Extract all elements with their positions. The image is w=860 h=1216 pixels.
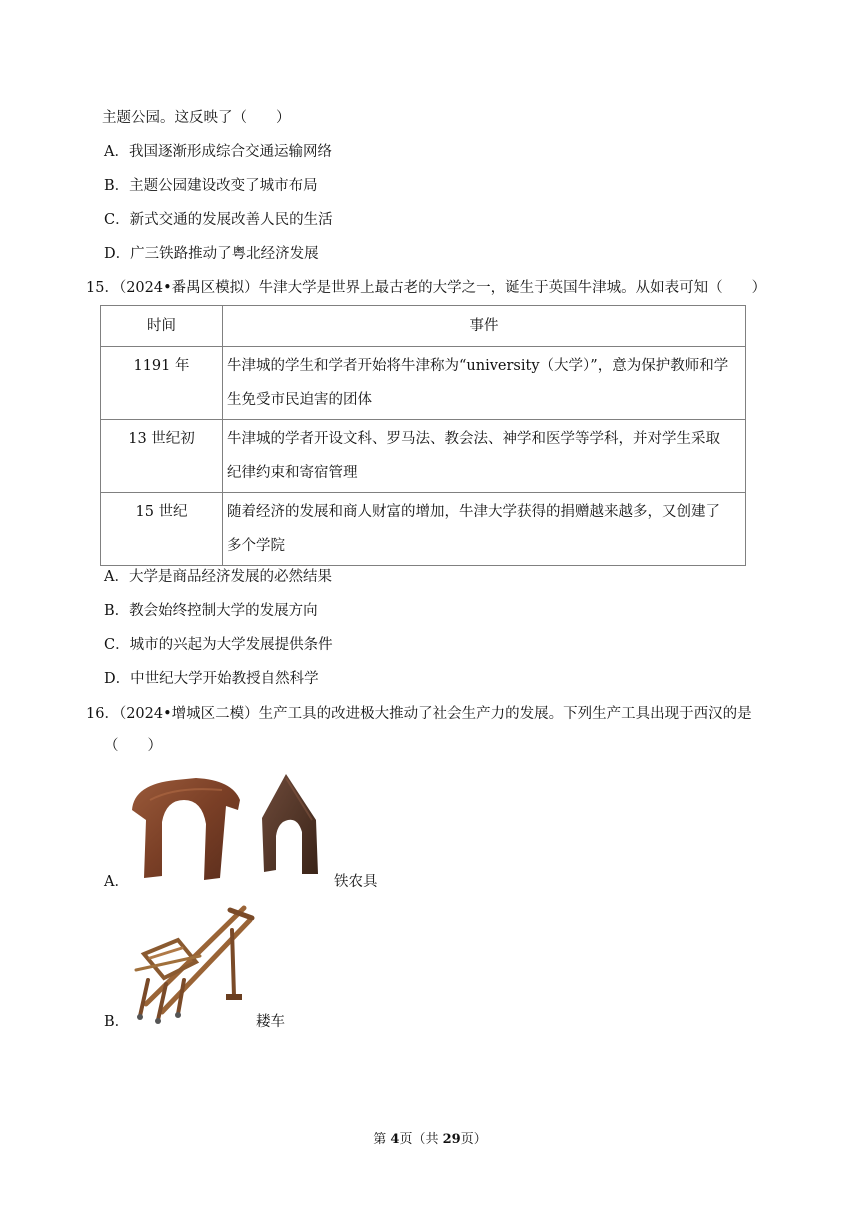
table-cell-time: 15 世纪 <box>101 493 223 566</box>
footer-prefix: 第 <box>373 1132 391 1147</box>
event-line: 牛津城的学者开设文科、罗马法、教会法、神学和医学等学科，并对学生采取 <box>227 431 720 447</box>
option-key: D． <box>104 671 131 687</box>
option-key: D． <box>104 246 131 262</box>
event-line: 随着经济的发展和商人财富的增加，牛津大学获得的捐赠越来越多，又创建了 <box>227 504 720 520</box>
footer-suffix: 页） <box>460 1132 487 1147</box>
option-text: 教会始终控制大学的发展方向 <box>129 603 318 619</box>
table-row <box>101 420 746 493</box>
q15-events-table <box>100 305 746 566</box>
q14-option-d <box>104 244 319 264</box>
table-cell-time: 1191 年 <box>101 347 223 420</box>
option-text: 大学是商品经济发展的必然结果 <box>128 569 332 585</box>
table-header-event: 事件 <box>223 306 746 347</box>
option-key: A． <box>104 144 129 160</box>
event-line: 多个学院 <box>227 538 285 554</box>
q16-option-b-caption: 耧车 <box>256 1014 285 1030</box>
option-text: 广三铁路推动了粤北经济发展 <box>130 246 319 262</box>
option-text: 中世纪大学开始教授自然科学 <box>130 671 319 687</box>
option-key: B． <box>104 178 130 194</box>
q15-option-a <box>104 567 332 587</box>
table-header-time: 时间 <box>101 306 223 347</box>
event-line: 牛津城的学生和学者开始将牛津称为“university（大学）”，意为保护教师和学 <box>227 358 729 374</box>
q15-option-b <box>104 601 318 621</box>
option-text: 主题公园建设改变了城市布局 <box>129 178 318 194</box>
option-text: 新式交通的发展改善人民的生活 <box>129 212 333 228</box>
option-key: A． <box>104 569 129 585</box>
q16-option-b-key: B． <box>104 1014 130 1030</box>
table-row <box>101 493 746 566</box>
table-cell-time: 13 世纪初 <box>101 420 223 493</box>
event-line: 纪律约束和寄宿管理 <box>227 465 358 481</box>
table-cell-event <box>223 493 746 566</box>
option-key: C． <box>104 212 130 228</box>
seed-drill-image <box>126 900 256 1028</box>
event-line: 生免受市民迫害的团体 <box>227 392 372 408</box>
table-row <box>101 347 746 420</box>
q16-stem: 16．（2024•增城区二模）生产工具的改进极大推动了社会生产力的发展。下列生产工具出现于西汉的是 <box>86 706 752 722</box>
q16-option-a-caption: 铁农具 <box>334 874 378 890</box>
table-header-row <box>101 306 746 347</box>
footer-middle: 页（共 <box>399 1132 443 1147</box>
q15-option-c <box>104 635 333 655</box>
footer-page-number: 4 <box>390 1132 400 1147</box>
footer-total-pages: 29 <box>442 1132 461 1147</box>
option-text: 城市的兴起为大学发展提供条件 <box>129 637 333 653</box>
q15-stem: 15．（2024•番禺区模拟）牛津大学是世界上最古老的大学之一，诞生于英国牛津城。从如表可知（ ） <box>86 280 767 296</box>
q14-option-b <box>104 176 318 196</box>
q14-option-a <box>104 142 332 162</box>
iron-farm-tools-image <box>126 770 334 884</box>
option-key: C． <box>104 637 130 653</box>
q15-option-d <box>104 669 319 689</box>
table-cell-event <box>223 420 746 493</box>
q16-option-a-key: A． <box>104 874 129 890</box>
q16-stem-paren: （ ） <box>104 738 162 754</box>
option-key: B． <box>104 603 130 619</box>
q14-stem-tail: 主题公园。这反映了（ ） <box>102 110 291 126</box>
q14-option-c <box>104 210 333 230</box>
table-cell-event <box>223 347 746 420</box>
page-footer <box>0 1128 860 1147</box>
option-text: 我国逐渐形成综合交通运输网络 <box>128 144 332 160</box>
